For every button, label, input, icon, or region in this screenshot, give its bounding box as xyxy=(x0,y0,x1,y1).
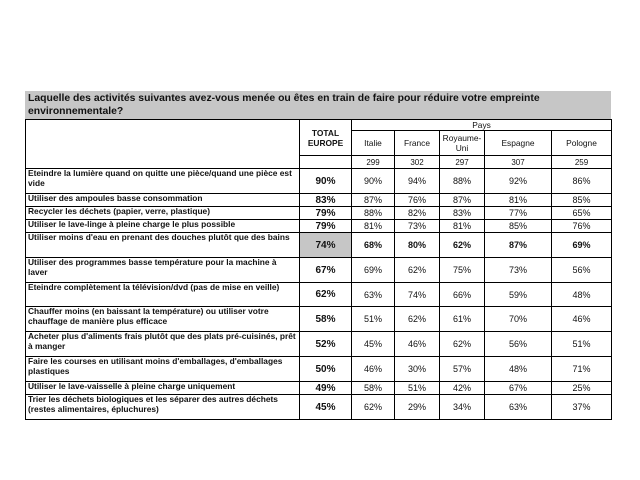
value-royaume-uni: 88% xyxy=(440,169,485,194)
row-label: Acheter plus d'aliments frais plutôt que des plats pré-cuisinés, prêt à manger xyxy=(26,332,300,357)
table-row xyxy=(26,395,612,420)
value-pologne: 71% xyxy=(552,357,612,382)
value-espagne: 56% xyxy=(485,332,552,357)
value-france: 30% xyxy=(395,357,440,382)
row-label: Utiliser le lave-vaisselle à pleine charge uniquement xyxy=(26,382,300,395)
table-row xyxy=(26,307,612,332)
value-france: 76% xyxy=(395,194,440,207)
value-pologne: 85% xyxy=(552,194,612,207)
value-espagne: 63% xyxy=(485,395,552,420)
value-pologne: 65% xyxy=(552,207,612,220)
base-royaume-uni: 297 xyxy=(440,156,485,169)
value-royaume-uni: 62% xyxy=(440,233,485,258)
value-pologne: 56% xyxy=(552,258,612,283)
value-royaume-uni: 66% xyxy=(440,283,485,307)
value-pologne: 25% xyxy=(552,382,612,395)
table-row xyxy=(26,357,612,382)
value-espagne: 81% xyxy=(485,194,552,207)
value-espagne: 67% xyxy=(485,382,552,395)
value-espagne: 85% xyxy=(485,220,552,233)
total-europe-header: TOTAL EUROPE xyxy=(300,120,352,156)
value-royaume-uni: 34% xyxy=(440,395,485,420)
total-europe-value: 67% xyxy=(300,258,352,283)
row-label: Utiliser des ampoules basse consommation xyxy=(26,194,300,207)
pays-header: Pays xyxy=(352,120,612,131)
row-label: Eteindre la lumière quand on quitte une pièce/quand une pièce est vide xyxy=(26,169,300,194)
total-europe-value: 58% xyxy=(300,307,352,332)
row-label: Chauffer moins (en baissant la température) ou utiliser votre chauffage de manière plus efficace xyxy=(26,307,300,332)
table-row xyxy=(26,194,612,207)
total-base-cell xyxy=(300,156,352,169)
value-italie: 46% xyxy=(352,357,395,382)
value-france: 62% xyxy=(395,307,440,332)
table-row xyxy=(26,283,612,307)
label-header-cell xyxy=(26,120,300,169)
row-label: Utiliser moins d'eau en prenant des douches plutôt que des bains xyxy=(26,233,300,258)
value-italie: 81% xyxy=(352,220,395,233)
value-royaume-uni: 75% xyxy=(440,258,485,283)
total-europe-value: 74% xyxy=(300,233,352,258)
value-france: 51% xyxy=(395,382,440,395)
row-label: Utiliser des programmes basse température pour la machine à laver xyxy=(26,258,300,283)
value-france: 62% xyxy=(395,258,440,283)
country-header-italie: Italie xyxy=(352,131,395,156)
table-row xyxy=(26,332,612,357)
value-espagne: 73% xyxy=(485,258,552,283)
value-italie: 68% xyxy=(352,233,395,258)
value-italie: 69% xyxy=(352,258,395,283)
table-row xyxy=(26,233,612,258)
base-italie: 299 xyxy=(352,156,395,169)
table-row xyxy=(26,207,612,220)
value-france: 80% xyxy=(395,233,440,258)
table-row xyxy=(26,220,612,233)
total-europe-value: 49% xyxy=(300,382,352,395)
total-europe-value: 90% xyxy=(300,169,352,194)
value-pologne: 86% xyxy=(552,169,612,194)
value-italie: 87% xyxy=(352,194,395,207)
total-europe-value: 83% xyxy=(300,194,352,207)
value-pologne: 46% xyxy=(552,307,612,332)
total-europe-value: 62% xyxy=(300,283,352,307)
value-royaume-uni: 87% xyxy=(440,194,485,207)
country-header-espagne: Espagne xyxy=(485,131,552,156)
country-header-france: France xyxy=(395,131,440,156)
value-espagne: 92% xyxy=(485,169,552,194)
table-row xyxy=(26,169,612,194)
value-france: 74% xyxy=(395,283,440,307)
value-pologne: 69% xyxy=(552,233,612,258)
value-royaume-uni: 83% xyxy=(440,207,485,220)
row-label: Utiliser le lave-linge à pleine charge le plus possible xyxy=(26,220,300,233)
total-europe-value: 45% xyxy=(300,395,352,420)
row-label: Trier les déchets biologiques et les séparer des autres déchets (restes alimentaires, épluchures) xyxy=(26,395,300,420)
country-header-royaume-uni: Royaume-Uni xyxy=(440,131,485,156)
total-europe-value: 79% xyxy=(300,207,352,220)
value-royaume-uni: 62% xyxy=(440,332,485,357)
value-france: 46% xyxy=(395,332,440,357)
value-italie: 63% xyxy=(352,283,395,307)
table-body xyxy=(26,169,612,420)
total-europe-value: 50% xyxy=(300,357,352,382)
value-italie: 51% xyxy=(352,307,395,332)
base-france: 302 xyxy=(395,156,440,169)
value-royaume-uni: 61% xyxy=(440,307,485,332)
row-label: Recycler les déchets (papier, verre, plastique) xyxy=(26,207,300,220)
value-espagne: 77% xyxy=(485,207,552,220)
value-royaume-uni: 42% xyxy=(440,382,485,395)
table-title: Laquelle des activités suivantes avez-vous menée ou êtes en train de faire pour réduire votre empreinte environnementale? xyxy=(25,91,611,119)
value-france: 29% xyxy=(395,395,440,420)
country-header-pologne: Pologne xyxy=(552,131,612,156)
table-row xyxy=(26,382,612,395)
value-italie: 58% xyxy=(352,382,395,395)
value-france: 82% xyxy=(395,207,440,220)
value-pologne: 48% xyxy=(552,283,612,307)
value-espagne: 59% xyxy=(485,283,552,307)
value-italie: 90% xyxy=(352,169,395,194)
total-europe-value: 79% xyxy=(300,220,352,233)
value-pologne: 76% xyxy=(552,220,612,233)
value-espagne: 87% xyxy=(485,233,552,258)
value-italie: 88% xyxy=(352,207,395,220)
value-italie: 62% xyxy=(352,395,395,420)
value-pologne: 51% xyxy=(552,332,612,357)
table-row xyxy=(26,258,612,283)
value-espagne: 48% xyxy=(485,357,552,382)
row-label: Faire les courses en utilisant moins d'emballages, d'emballages plastiques xyxy=(26,357,300,382)
value-royaume-uni: 81% xyxy=(440,220,485,233)
total-europe-value: 52% xyxy=(300,332,352,357)
value-royaume-uni: 57% xyxy=(440,357,485,382)
value-italie: 45% xyxy=(352,332,395,357)
base-espagne: 307 xyxy=(485,156,552,169)
value-france: 73% xyxy=(395,220,440,233)
row-label: Eteindre complètement la télévision/dvd (pas de mise en veille) xyxy=(26,283,300,307)
value-espagne: 70% xyxy=(485,307,552,332)
survey-table xyxy=(25,119,612,420)
value-france: 94% xyxy=(395,169,440,194)
value-pologne: 37% xyxy=(552,395,612,420)
base-pologne: 259 xyxy=(552,156,612,169)
